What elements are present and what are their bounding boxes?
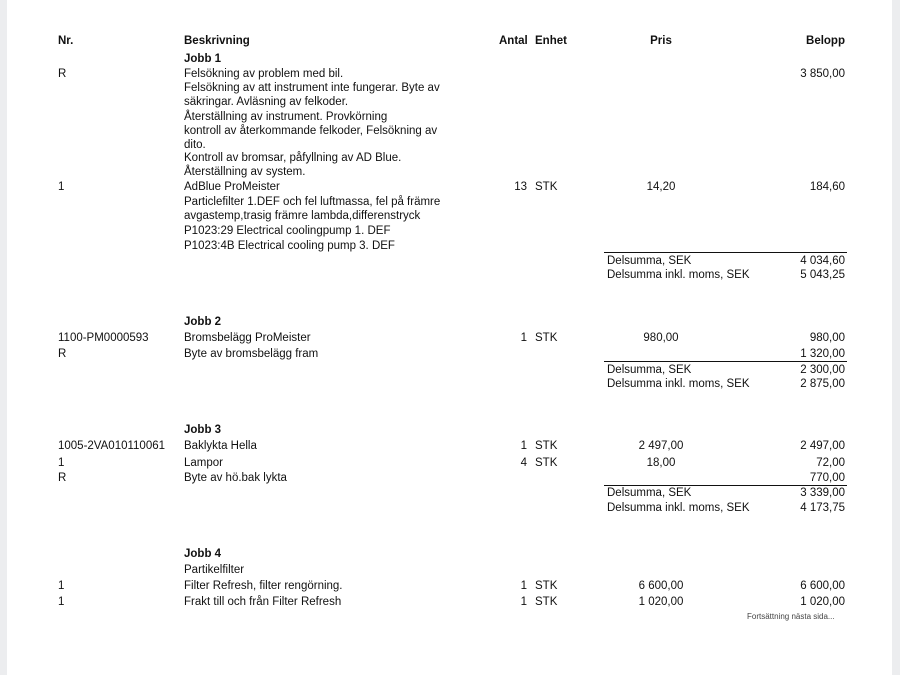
job-title: Jobb 4	[184, 548, 222, 560]
row-antal: 1	[520, 580, 527, 592]
row-description: kontroll av återkommande felkoder, Felsökning av	[184, 125, 438, 137]
row-description: P1023:4B Electrical cooling pump 3. DEF	[184, 240, 395, 252]
row-nr: 1	[58, 580, 65, 592]
row-description: Lampor	[184, 457, 223, 469]
row-pris: 18,00	[646, 457, 676, 469]
row-enhet: STK	[535, 332, 558, 344]
subtotal-label: Delsumma, SEK	[607, 255, 692, 267]
continued-note: Fortsättning nästa sida...	[747, 612, 835, 621]
row-belopp: 72,00	[816, 457, 845, 469]
row-belopp: 2 497,00	[800, 440, 845, 452]
subtotal-value: 4 034,60	[800, 255, 845, 267]
row-description: Byte av bromsbelägg fram	[184, 348, 319, 360]
col-header-pris: Pris	[650, 35, 672, 47]
row-belopp: 1 320,00	[800, 348, 845, 360]
row-nr: 1	[58, 596, 65, 608]
subtotal-value: 3 339,00	[800, 487, 845, 499]
row-enhet: STK	[535, 457, 558, 469]
row-antal: 4	[520, 457, 527, 469]
row-nr: R	[58, 472, 67, 484]
row-description: AdBlue ProMeister	[184, 181, 280, 193]
row-nr: 1005-2VA010110061	[58, 440, 166, 452]
row-antal: 13	[514, 181, 527, 193]
subtotal-vat-label: Delsumma inkl. moms, SEK	[607, 269, 750, 281]
col-header-belopp: Belopp	[806, 35, 845, 47]
col-header-nr: Nr.	[58, 35, 74, 47]
subtotal-vat-value: 5 043,25	[800, 269, 845, 281]
row-antal: 1	[520, 332, 527, 344]
subtotal-value: 2 300,00	[800, 364, 845, 376]
row-enhet: STK	[535, 181, 558, 193]
row-description: Filter Refresh, filter rengörning.	[184, 580, 343, 592]
row-description: avgastemp,trasig främre lambda,differenstryck	[184, 210, 421, 222]
subtotal-divider	[604, 361, 847, 362]
row-nr: 1	[58, 181, 65, 193]
row-description: Particlefilter 1.DEF och fel luftmassa, fel på främre	[184, 196, 441, 208]
invoice-page	[7, 0, 892, 675]
row-belopp: 184,60	[809, 181, 845, 193]
job-title: Jobb 2	[184, 316, 222, 328]
row-enhet: STK	[535, 580, 558, 592]
col-header-beskrivning: Beskrivning	[184, 35, 250, 47]
subtotal-vat-label: Delsumma inkl. moms, SEK	[607, 502, 750, 514]
row-description: Kontroll av bromsar, påfyllning av AD Blue.	[184, 152, 402, 164]
subtotal-vat-value: 4 173,75	[800, 502, 845, 514]
row-belopp: 6 600,00	[800, 580, 845, 592]
row-pris: 6 600,00	[638, 580, 684, 592]
row-belopp: 3 850,00	[800, 68, 845, 80]
row-pris: 1 020,00	[638, 596, 684, 608]
row-description: P1023:29 Electrical coolingpump 1. DEF	[184, 225, 391, 237]
row-antal: 1	[520, 440, 527, 452]
row-enhet: STK	[535, 596, 558, 608]
subtotal-vat-value: 2 875,00	[800, 378, 845, 390]
job-title: Jobb 3	[184, 424, 222, 436]
row-description: dito.	[184, 139, 206, 151]
row-description: säkringar. Avläsning av felkoder.	[184, 96, 349, 108]
row-enhet: STK	[535, 440, 558, 452]
row-belopp: 980,00	[809, 332, 845, 344]
row-description: Återställning av system.	[184, 166, 306, 178]
job-subtitle: Partikelfilter	[184, 564, 245, 576]
col-header-enhet: Enhet	[535, 35, 567, 47]
row-description: Frakt till och från Filter Refresh	[184, 596, 342, 608]
row-nr: R	[58, 348, 67, 360]
row-description: Byte av hö.bak lykta	[184, 472, 287, 484]
row-antal: 1	[520, 596, 527, 608]
row-belopp: 1 020,00	[800, 596, 845, 608]
subtotal-divider	[604, 252, 847, 253]
row-nr: 1100-PM0000593	[58, 332, 149, 344]
subtotal-label: Delsumma, SEK	[607, 487, 692, 499]
row-nr: 1	[58, 457, 65, 469]
row-description: Baklykta Hella	[184, 440, 257, 452]
row-description: Återställning av instrument. Provkörning	[184, 111, 388, 123]
row-description: Bromsbelägg ProMeister	[184, 332, 311, 344]
row-description: Felsökning av att instrument inte fungerar. Byte av	[184, 82, 440, 94]
col-header-antal: Antal	[499, 35, 528, 47]
row-pris: 980,00	[643, 332, 679, 344]
row-belopp: 770,00	[809, 472, 845, 484]
subtotal-vat-label: Delsumma inkl. moms, SEK	[607, 378, 750, 390]
job-title: Jobb 1	[184, 53, 222, 65]
row-pris: 14,20	[646, 181, 676, 193]
row-nr: R	[58, 68, 67, 80]
row-pris: 2 497,00	[638, 440, 684, 452]
subtotal-label: Delsumma, SEK	[607, 364, 692, 376]
row-description: Felsökning av problem med bil.	[184, 68, 344, 80]
